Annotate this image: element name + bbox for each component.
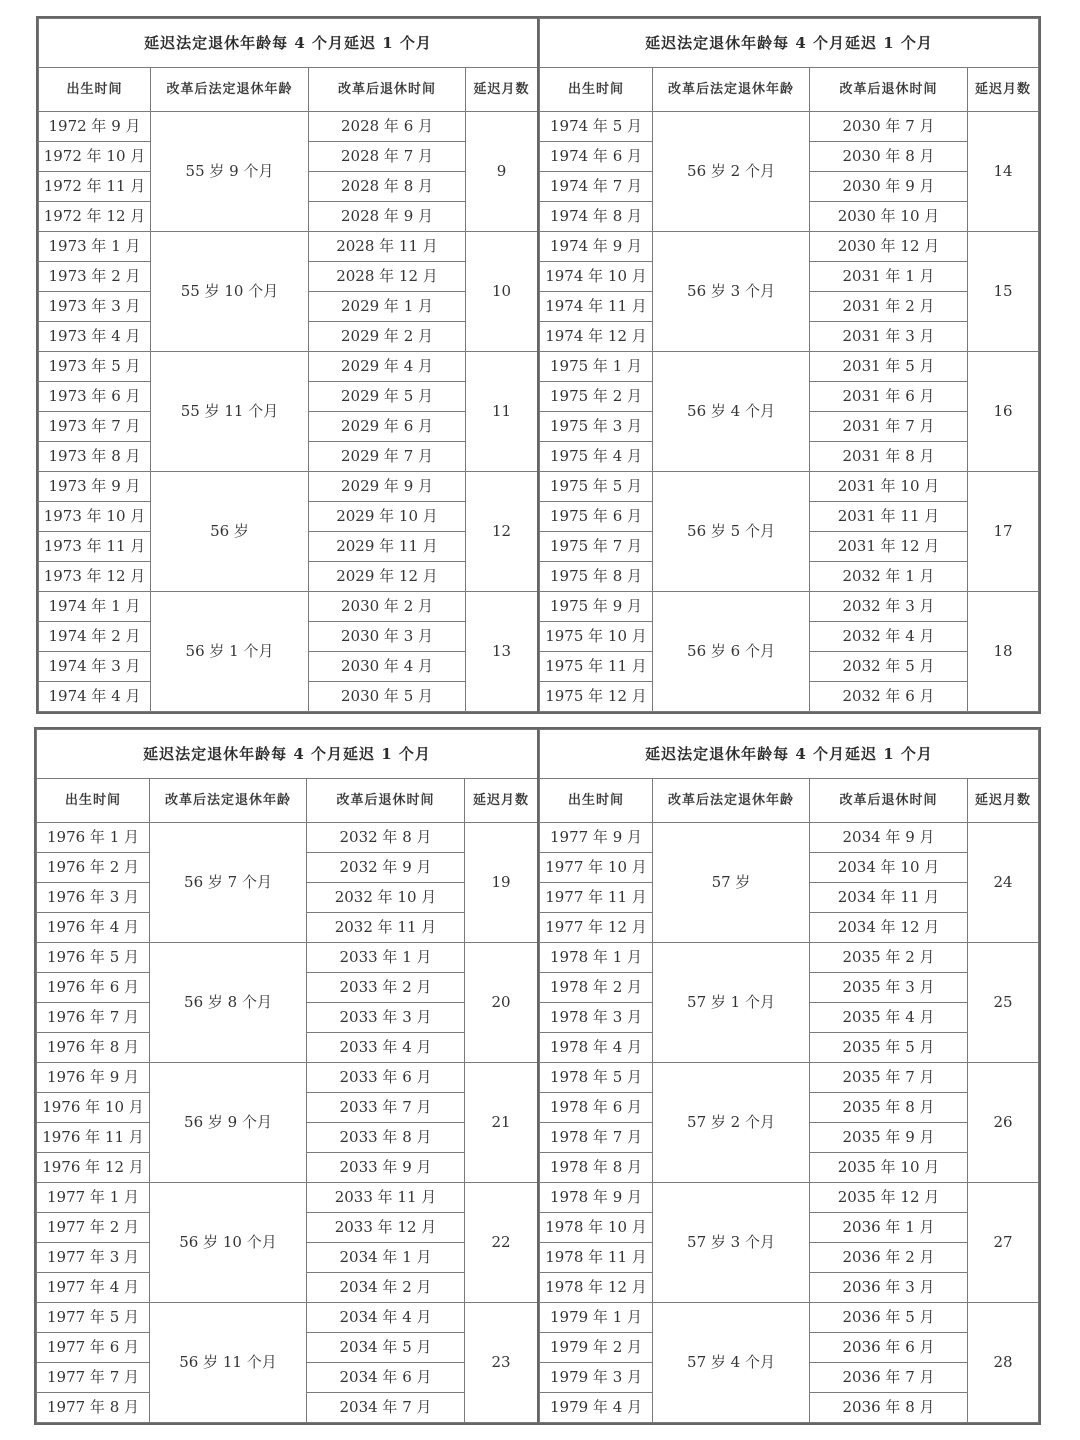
retirement-date-cell: 2032 年 11 月 [307,913,465,943]
header-row [540,779,1039,823]
birth-date-cell: 1975 年 12 月 [540,682,653,712]
retirement-date-cell: 2031 年 11 月 [810,502,968,532]
birth-date-cell: 1978 年 1 月 [540,943,653,973]
retirement-date-cell: 2033 年 4 月 [307,1033,465,1063]
retirement-age-cell: 55 岁 9 个月 [151,112,309,232]
title-row [540,19,1039,68]
retirement-date-cell: 2029 年 11 月 [309,532,466,562]
retirement-date-cell: 2030 年 8 月 [810,142,968,172]
retirement-date-cell: 2033 年 6 月 [307,1063,465,1093]
retirement-date-cell: 2029 年 4 月 [309,352,466,382]
delay-months-cell: 28 [968,1303,1039,1423]
birth-date-cell: 1973 年 2 月 [39,262,151,292]
retirement-age-cell: 56 岁 3 个月 [653,232,810,352]
header-birth-date: 出生时间 [39,68,151,112]
retirement-date-cell: 2035 年 12 月 [810,1183,968,1213]
retirement-date-cell: 2032 年 6 月 [810,682,968,712]
birth-date-cell: 1975 年 5 月 [540,472,653,502]
retirement-date-cell: 2032 年 10 月 [307,883,465,913]
birth-date-cell: 1976 年 11 月 [37,1123,150,1153]
table-title: 延迟法定退休年龄每 4 个月延迟 1 个月 [540,19,1039,68]
retirement-date-cell: 2029 年 7 月 [309,442,466,472]
table-row [37,823,538,853]
retirement-date-cell: 2033 年 8 月 [307,1123,465,1153]
header-birth-date: 出生时间 [540,68,653,112]
retirement-age-cell: 56 岁 8 个月 [150,943,307,1063]
retirement-date-cell: 2036 年 6 月 [810,1333,968,1363]
birth-date-cell: 1978 年 6 月 [540,1093,653,1123]
delay-months-cell: 17 [968,472,1039,592]
retirement-date-cell: 2028 年 6 月 [309,112,466,142]
retirement-age-cell: 57 岁 1 个月 [653,943,810,1063]
birth-date-cell: 1975 年 4 月 [540,442,653,472]
retirement-date-cell: 2031 年 8 月 [810,442,968,472]
retirement-age-cell: 57 岁 3 个月 [653,1183,810,1303]
birth-date-cell: 1974 年 7 月 [540,172,653,202]
birth-date-cell: 1976 年 7 月 [37,1003,150,1033]
table-row [39,592,538,622]
delay-months-cell: 20 [465,943,538,1063]
retirement-age-cell: 55 岁 11 个月 [151,352,309,472]
retirement-date-cell: 2035 年 2 月 [810,943,968,973]
retirement-table-2 [539,18,1039,712]
retirement-age-cell: 56 岁 5 个月 [653,472,810,592]
birth-date-cell: 1978 年 8 月 [540,1153,653,1183]
retirement-date-cell: 2033 年 12 月 [307,1213,465,1243]
delay-months-cell: 26 [968,1063,1039,1183]
delay-months-cell: 16 [968,352,1039,472]
birth-date-cell: 1978 年 12 月 [540,1273,653,1303]
retirement-date-cell: 2030 年 10 月 [810,202,968,232]
table-row [39,232,538,262]
birth-date-cell: 1976 年 3 月 [37,883,150,913]
retirement-date-cell: 2029 年 10 月 [309,502,466,532]
birth-date-cell: 1977 年 7 月 [37,1363,150,1393]
birth-date-cell: 1974 年 6 月 [540,142,653,172]
table-row [540,112,1039,142]
delay-months-cell: 11 [466,352,538,472]
header-retirement-date: 改革后退休时间 [309,68,466,112]
retirement-date-cell: 2033 年 11 月 [307,1183,465,1213]
table-row [39,112,538,142]
table-row [37,943,538,973]
retirement-age-cell: 56 岁 7 个月 [150,823,307,943]
retirement-date-cell: 2033 年 9 月 [307,1153,465,1183]
birth-date-cell: 1976 年 1 月 [37,823,150,853]
birth-date-cell: 1977 年 1 月 [37,1183,150,1213]
birth-date-cell: 1974 年 5 月 [540,112,653,142]
retirement-date-cell: 2035 年 4 月 [810,1003,968,1033]
table-row [39,472,538,502]
retirement-date-cell: 2036 年 5 月 [810,1303,968,1333]
birth-date-cell: 1977 年 11 月 [540,883,653,913]
table-row [37,1063,538,1093]
retirement-date-cell: 2036 年 7 月 [810,1363,968,1393]
retirement-date-cell: 2036 年 3 月 [810,1273,968,1303]
retirement-date-cell: 2028 年 7 月 [309,142,466,172]
delay-months-cell: 12 [466,472,538,592]
delay-months-cell: 19 [465,823,538,943]
birth-date-cell: 1977 年 2 月 [37,1213,150,1243]
birth-date-cell: 1975 年 1 月 [540,352,653,382]
birth-date-cell: 1973 年 8 月 [39,442,151,472]
header-birth-date: 出生时间 [540,779,653,823]
retirement-age-cell: 57 岁 [653,823,810,943]
retirement-date-cell: 2034 年 10 月 [810,853,968,883]
retirement-date-cell: 2034 年 12 月 [810,913,968,943]
delay-months-cell: 24 [968,823,1039,943]
retirement-table-1 [38,18,538,712]
header-birth-date: 出生时间 [37,779,150,823]
birth-date-cell: 1974 年 10 月 [540,262,653,292]
birth-date-cell: 1977 年 4 月 [37,1273,150,1303]
birth-date-cell: 1973 年 10 月 [39,502,151,532]
header-delay-months: 延迟月数 [465,779,538,823]
retirement-date-cell: 2035 年 10 月 [810,1153,968,1183]
header-retirement-age: 改革后法定退休年龄 [151,68,309,112]
retirement-date-cell: 2036 年 2 月 [810,1243,968,1273]
header-delay-months: 延迟月数 [968,68,1039,112]
birth-date-cell: 1974 年 8 月 [540,202,653,232]
retirement-date-cell: 2035 年 5 月 [810,1033,968,1063]
title-row [39,19,538,68]
birth-date-cell: 1978 年 4 月 [540,1033,653,1063]
retirement-date-cell: 2031 年 7 月 [810,412,968,442]
retirement-date-cell: 2030 年 5 月 [309,682,466,712]
retirement-date-cell: 2029 年 12 月 [309,562,466,592]
retirement-age-cell: 57 岁 2 个月 [653,1063,810,1183]
birth-date-cell: 1974 年 2 月 [39,622,151,652]
birth-date-cell: 1979 年 4 月 [540,1393,653,1423]
retirement-date-cell: 2029 年 1 月 [309,292,466,322]
header-row [540,68,1039,112]
birth-date-cell: 1975 年 2 月 [540,382,653,412]
birth-date-cell: 1977 年 5 月 [37,1303,150,1333]
birth-date-cell: 1979 年 2 月 [540,1333,653,1363]
table-title: 延迟法定退休年龄每 4 个月延迟 1 个月 [540,730,1039,779]
birth-date-cell: 1973 年 5 月 [39,352,151,382]
retirement-table-4 [539,729,1039,1423]
birth-date-cell: 1972 年 9 月 [39,112,151,142]
retirement-age-cell: 57 岁 4 个月 [653,1303,810,1423]
birth-date-cell: 1975 年 7 月 [540,532,653,562]
retirement-date-cell: 2029 年 9 月 [309,472,466,502]
retirement-date-cell: 2029 年 6 月 [309,412,466,442]
table-row [540,352,1039,382]
table-row [37,1303,538,1333]
retirement-date-cell: 2034 年 4 月 [307,1303,465,1333]
retirement-date-cell: 2035 年 3 月 [810,973,968,1003]
table-row [540,1063,1039,1093]
retirement-date-cell: 2035 年 7 月 [810,1063,968,1093]
delay-months-cell: 9 [466,112,538,232]
header-delay-months: 延迟月数 [968,779,1039,823]
retirement-date-cell: 2030 年 12 月 [810,232,968,262]
table-row [37,1183,538,1213]
birth-date-cell: 1973 年 4 月 [39,322,151,352]
header-retirement-age: 改革后法定退休年龄 [150,779,307,823]
table-row [540,472,1039,502]
birth-date-cell: 1976 年 2 月 [37,853,150,883]
retirement-date-cell: 2032 年 9 月 [307,853,465,883]
birth-date-cell: 1976 年 4 月 [37,913,150,943]
birth-date-cell: 1977 年 9 月 [540,823,653,853]
birth-date-cell: 1976 年 8 月 [37,1033,150,1063]
birth-date-cell: 1977 年 6 月 [37,1333,150,1363]
birth-date-cell: 1977 年 10 月 [540,853,653,883]
header-retirement-date: 改革后退休时间 [810,779,968,823]
title-row [540,730,1039,779]
retirement-age-cell: 56 岁 9 个月 [150,1063,307,1183]
birth-date-cell: 1973 年 3 月 [39,292,151,322]
delay-months-cell: 22 [465,1183,538,1303]
delay-months-cell: 21 [465,1063,538,1183]
birth-date-cell: 1978 年 9 月 [540,1183,653,1213]
header-row [39,68,538,112]
retirement-date-cell: 2028 年 11 月 [309,232,466,262]
retirement-date-cell: 2031 年 1 月 [810,262,968,292]
retirement-date-cell: 2034 年 11 月 [810,883,968,913]
birth-date-cell: 1972 年 10 月 [39,142,151,172]
birth-date-cell: 1974 年 12 月 [540,322,653,352]
retirement-date-cell: 2028 年 9 月 [309,202,466,232]
title-row [37,730,538,779]
header-retirement-date: 改革后退休时间 [810,68,968,112]
birth-date-cell: 1973 年 1 月 [39,232,151,262]
retirement-date-cell: 2035 年 9 月 [810,1123,968,1153]
delay-months-cell: 25 [968,943,1039,1063]
delay-months-cell: 10 [466,232,538,352]
retirement-date-cell: 2034 年 5 月 [307,1333,465,1363]
table-row [540,1303,1039,1333]
retirement-age-cell: 56 岁 6 个月 [653,592,810,712]
table-row [540,592,1039,622]
birth-date-cell: 1974 年 3 月 [39,652,151,682]
table-row [540,232,1039,262]
header-retirement-date: 改革后退休时间 [307,779,465,823]
retirement-age-cell: 56 岁 11 个月 [150,1303,307,1423]
table-title: 延迟法定退休年龄每 4 个月延迟 1 个月 [39,19,538,68]
retirement-age-cell: 56 岁 1 个月 [151,592,309,712]
birth-date-cell: 1972 年 11 月 [39,172,151,202]
delay-months-cell: 27 [968,1183,1039,1303]
birth-date-cell: 1976 年 12 月 [37,1153,150,1183]
birth-date-cell: 1979 年 3 月 [540,1363,653,1393]
retirement-date-cell: 2032 年 1 月 [810,562,968,592]
birth-date-cell: 1976 年 9 月 [37,1063,150,1093]
retirement-date-cell: 2029 年 5 月 [309,382,466,412]
birth-date-cell: 1973 年 6 月 [39,382,151,412]
retirement-date-cell: 2033 年 2 月 [307,973,465,1003]
delay-months-cell: 15 [968,232,1039,352]
retirement-date-cell: 2036 年 8 月 [810,1393,968,1423]
birth-date-cell: 1979 年 1 月 [540,1303,653,1333]
retirement-date-cell: 2028 年 12 月 [309,262,466,292]
retirement-table-3 [36,729,538,1423]
birth-date-cell: 1975 年 11 月 [540,652,653,682]
retirement-date-cell: 2031 年 3 月 [810,322,968,352]
birth-date-cell: 1977 年 8 月 [37,1393,150,1423]
birth-date-cell: 1975 年 8 月 [540,562,653,592]
retirement-date-cell: 2032 年 5 月 [810,652,968,682]
birth-date-cell: 1974 年 11 月 [540,292,653,322]
birth-date-cell: 1975 年 9 月 [540,592,653,622]
retirement-date-cell: 2030 年 3 月 [309,622,466,652]
birth-date-cell: 1974 年 1 月 [39,592,151,622]
table-row [540,823,1039,853]
table-row [39,352,538,382]
birth-date-cell: 1978 年 2 月 [540,973,653,1003]
retirement-date-cell: 2031 年 10 月 [810,472,968,502]
header-retirement-age: 改革后法定退休年龄 [653,779,810,823]
birth-date-cell: 1972 年 12 月 [39,202,151,232]
birth-date-cell: 1973 年 7 月 [39,412,151,442]
delay-months-cell: 14 [968,112,1039,232]
header-row [37,779,538,823]
retirement-date-cell: 2031 年 5 月 [810,352,968,382]
retirement-age-cell: 56 岁 10 个月 [150,1183,307,1303]
retirement-date-cell: 2031 年 6 月 [810,382,968,412]
retirement-date-cell: 2034 年 2 月 [307,1273,465,1303]
retirement-date-cell: 2034 年 6 月 [307,1363,465,1393]
retirement-date-cell: 2033 年 3 月 [307,1003,465,1033]
retirement-date-cell: 2036 年 1 月 [810,1213,968,1243]
retirement-date-cell: 2035 年 8 月 [810,1093,968,1123]
birth-date-cell: 1974 年 4 月 [39,682,151,712]
retirement-date-cell: 2032 年 4 月 [810,622,968,652]
birth-date-cell: 1975 年 3 月 [540,412,653,442]
birth-date-cell: 1975 年 6 月 [540,502,653,532]
birth-date-cell: 1976 年 5 月 [37,943,150,973]
header-delay-months: 延迟月数 [466,68,538,112]
birth-date-cell: 1978 年 11 月 [540,1243,653,1273]
retirement-age-cell: 55 岁 10 个月 [151,232,309,352]
birth-date-cell: 1973 年 9 月 [39,472,151,502]
table-row [540,1183,1039,1213]
retirement-age-cell: 56 岁 4 个月 [653,352,810,472]
retirement-date-cell: 2030 年 4 月 [309,652,466,682]
retirement-date-cell: 2030 年 9 月 [810,172,968,202]
delay-months-cell: 13 [466,592,538,712]
retirement-date-cell: 2029 年 2 月 [309,322,466,352]
retirement-date-cell: 2031 年 12 月 [810,532,968,562]
birth-date-cell: 1973 年 12 月 [39,562,151,592]
header-retirement-age: 改革后法定退休年龄 [653,68,810,112]
retirement-age-cell: 56 岁 [151,472,309,592]
retirement-date-cell: 2034 年 7 月 [307,1393,465,1423]
retirement-age-cell: 56 岁 2 个月 [653,112,810,232]
birth-date-cell: 1974 年 9 月 [540,232,653,262]
table-title: 延迟法定退休年龄每 4 个月延迟 1 个月 [37,730,538,779]
birth-date-cell: 1977 年 12 月 [540,913,653,943]
birth-date-cell: 1975 年 10 月 [540,622,653,652]
table-row [540,943,1039,973]
delay-months-cell: 23 [465,1303,538,1423]
birth-date-cell: 1978 年 3 月 [540,1003,653,1033]
retirement-date-cell: 2030 年 2 月 [309,592,466,622]
retirement-date-cell: 2032 年 8 月 [307,823,465,853]
birth-date-cell: 1976 年 10 月 [37,1093,150,1123]
retirement-date-cell: 2034 年 1 月 [307,1243,465,1273]
retirement-date-cell: 2033 年 1 月 [307,943,465,973]
birth-date-cell: 1978 年 10 月 [540,1213,653,1243]
retirement-date-cell: 2028 年 8 月 [309,172,466,202]
birth-date-cell: 1978 年 7 月 [540,1123,653,1153]
retirement-date-cell: 2030 年 7 月 [810,112,968,142]
delay-months-cell: 18 [968,592,1039,712]
birth-date-cell: 1978 年 5 月 [540,1063,653,1093]
retirement-date-cell: 2031 年 2 月 [810,292,968,322]
retirement-date-cell: 2033 年 7 月 [307,1093,465,1123]
retirement-date-cell: 2034 年 9 月 [810,823,968,853]
birth-date-cell: 1973 年 11 月 [39,532,151,562]
retirement-date-cell: 2032 年 3 月 [810,592,968,622]
birth-date-cell: 1977 年 3 月 [37,1243,150,1273]
birth-date-cell: 1976 年 6 月 [37,973,150,1003]
